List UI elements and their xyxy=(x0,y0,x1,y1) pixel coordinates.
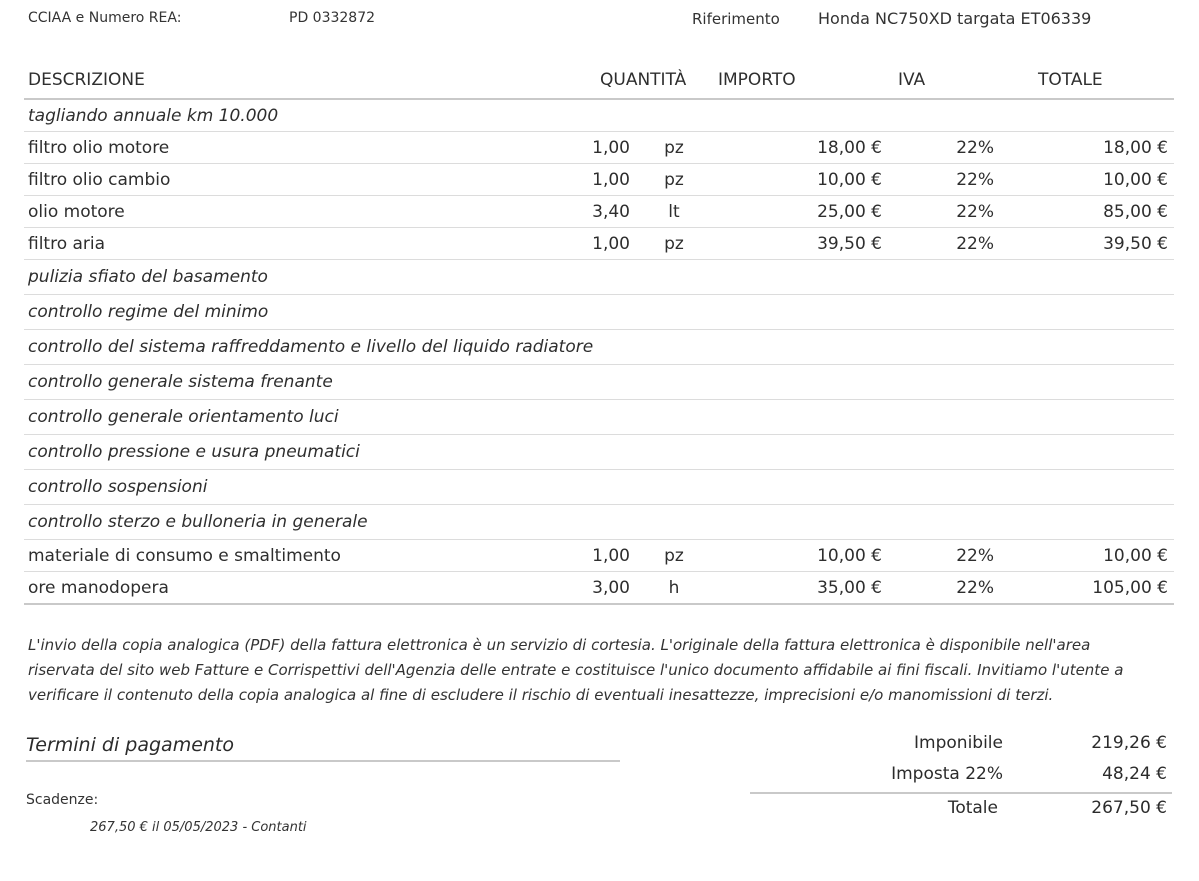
row-description: tagliando annuale km 10.000 xyxy=(24,99,1174,132)
row-iva: 22% xyxy=(894,196,1034,228)
row-unit: pz xyxy=(634,540,714,572)
row-totale: 39,50 € xyxy=(1034,228,1174,260)
riferimento-value: Honda NC750XD targata ET06339 xyxy=(818,9,1092,28)
row-description: ore manodopera xyxy=(24,572,584,605)
disclaimer-text: L'invio della copia analogica (PDF) della fattura elettronica è un servizio di cortesia. L'originale della fattura elettronica è disponibile nell'area riservata del sito web Fatture e Corrispettivi dell'Agenzia delle entrate e costituisce l'unico documento affidabile ai fini fiscali. Invitiamo l'utente a verificare il contenuto della copia analogica al fine di escludere il rischio di eventuali inesattezze, imprecisioni e/o manomissioni di terzi. xyxy=(28,636,1124,704)
row-importo: 25,00 € xyxy=(714,196,894,228)
row-importo: 18,00 € xyxy=(714,132,894,164)
invoice-items-table xyxy=(24,62,1174,605)
row-unit: lt xyxy=(634,196,714,228)
row-iva: 22% xyxy=(894,572,1034,605)
row-description: pulizia sfiato del basamento xyxy=(24,260,1174,295)
row-unit: pz xyxy=(634,132,714,164)
table-row xyxy=(24,132,1174,164)
table-row xyxy=(24,540,1174,572)
row-description: filtro aria xyxy=(24,228,584,260)
table-note-row xyxy=(24,400,1174,435)
table-row xyxy=(24,572,1174,605)
row-unit: pz xyxy=(634,164,714,196)
table-note-row xyxy=(24,365,1174,400)
row-description: materiale di consumo e smaltimento xyxy=(24,540,584,572)
column-header-quantita: QUANTITÀ xyxy=(584,62,714,99)
imposta-label: Imposta 22% xyxy=(891,764,1003,784)
totale-value: 267,50 € xyxy=(1091,798,1167,818)
row-quantity: 1,00 xyxy=(584,540,634,572)
row-description: controllo del sistema raffreddamento e livello del liquido radiatore xyxy=(24,330,1174,365)
row-importo: 35,00 € xyxy=(714,572,894,605)
row-quantity: 1,00 xyxy=(584,132,634,164)
row-importo: 39,50 € xyxy=(714,228,894,260)
imponibile-value: 219,26 € xyxy=(1091,733,1167,753)
row-importo: 10,00 € xyxy=(714,164,894,196)
scadenza-entry: 267,50 € il 05/05/2023 - Contanti xyxy=(90,820,307,835)
row-description: controllo regime del minimo xyxy=(24,295,1174,330)
row-iva: 22% xyxy=(894,228,1034,260)
totals-divider xyxy=(750,792,1172,794)
table-note-row xyxy=(24,260,1174,295)
table-row xyxy=(24,228,1174,260)
table-header-row xyxy=(24,62,1174,99)
row-iva: 22% xyxy=(894,132,1034,164)
table-note-row xyxy=(24,99,1174,132)
row-totale: 105,00 € xyxy=(1034,572,1174,605)
row-totale: 10,00 € xyxy=(1034,540,1174,572)
table-note-row xyxy=(24,470,1174,505)
row-totale: 10,00 € xyxy=(1034,164,1174,196)
column-header-totale: TOTALE xyxy=(1034,62,1174,99)
table-note-row xyxy=(24,505,1174,540)
row-totale: 18,00 € xyxy=(1034,132,1174,164)
imponibile-label: Imponibile xyxy=(914,733,1003,753)
column-header-descrizione: DESCRIZIONE xyxy=(24,62,584,99)
row-description: olio motore xyxy=(24,196,584,228)
table-note-row xyxy=(24,295,1174,330)
cciaa-label: CCIAA e Numero REA: xyxy=(28,10,182,26)
payment-terms-title: Termini di pagamento xyxy=(26,734,620,762)
row-totale: 85,00 € xyxy=(1034,196,1174,228)
row-unit: pz xyxy=(634,228,714,260)
cciaa-value: PD 0332872 xyxy=(289,10,376,26)
row-unit: h xyxy=(634,572,714,605)
imposta-value: 48,24 € xyxy=(1102,764,1167,784)
row-description: controllo generale sistema frenante xyxy=(24,365,1174,400)
row-description: controllo sospensioni xyxy=(24,470,1174,505)
row-quantity: 3,40 xyxy=(584,196,634,228)
table-note-row xyxy=(24,435,1174,470)
row-description: controllo pressione e usura pneumatici xyxy=(24,435,1174,470)
row-description: filtro olio motore xyxy=(24,132,584,164)
row-description: controllo generale orientamento luci xyxy=(24,400,1174,435)
riferimento-label: Riferimento xyxy=(692,10,780,28)
row-description: controllo sterzo e bulloneria in generale xyxy=(24,505,1174,540)
row-quantity: 3,00 xyxy=(584,572,634,605)
scadenze-label: Scadenze: xyxy=(26,792,99,808)
row-quantity: 1,00 xyxy=(584,228,634,260)
table-note-row xyxy=(24,330,1174,365)
column-header-iva: IVA xyxy=(894,62,1034,99)
table-row xyxy=(24,164,1174,196)
totale-label: Totale xyxy=(947,798,998,818)
row-quantity: 1,00 xyxy=(584,164,634,196)
column-header-importo: IMPORTO xyxy=(714,62,894,99)
row-importo: 10,00 € xyxy=(714,540,894,572)
row-iva: 22% xyxy=(894,164,1034,196)
table-row xyxy=(24,196,1174,228)
row-iva: 22% xyxy=(894,540,1034,572)
row-description: filtro olio cambio xyxy=(24,164,584,196)
